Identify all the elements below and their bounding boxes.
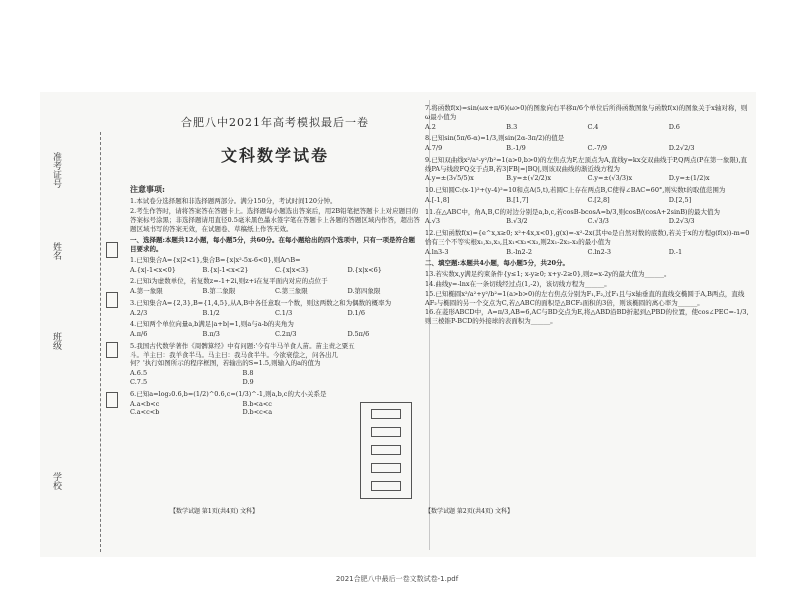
option: D.1/6 (347, 308, 366, 317)
option: B.3 (506, 122, 518, 131)
question-options (130, 369, 355, 387)
seal-mark (106, 242, 118, 258)
option: C.{x|x<3} (275, 265, 310, 274)
flowchart-box (371, 481, 401, 491)
option: C.ln2-3 (587, 247, 612, 256)
binding-field: 准考证号 (51, 152, 61, 188)
option: B.第二象限 (202, 287, 236, 296)
option: C.y=±(√3/3)x (587, 174, 633, 183)
option: A.7/9 (425, 144, 443, 153)
seal-mark (106, 342, 118, 358)
option: D.-1 (668, 247, 683, 256)
option: C.[2,8] (587, 195, 610, 204)
question-stem: 11.在△ABC中，角A,B,C的对边分别是a,b,c,若cosB-bcosA=b/3,则cosB/(cosA+2sinB)的最大值为 (425, 207, 721, 216)
option: B.b<a<c (242, 399, 272, 408)
scanned-exam-sheet (40, 92, 756, 557)
seal-mark (106, 292, 118, 308)
question-options (130, 330, 420, 339)
option: B.π/3 (202, 330, 220, 339)
option: D.9 (242, 378, 254, 387)
question-options (425, 248, 750, 257)
question-stem: 3.已知集合A={2,3},B={1,4,5},从A,B中各任意取一个数，则这两数之和为偶数的概率为 (130, 298, 392, 307)
option: A.ln3-3 (425, 247, 449, 256)
question-stem: 8.已知sin(5π/6-α)=1/3,则sin(2α-3π/2)的值是 (425, 134, 565, 143)
flowchart-box (371, 409, 401, 419)
option: D.2√3/3 (668, 217, 695, 226)
fill-question: 15.已知椭圆x²/a²+y²/b²=1(a>b>0)的左右焦点分别为F₁,F₂,过F₁且与x轴垂直的直线交椭圆于A,B两点，直线AF₂与椭圆的另一个交点为C,若△ABC的面积是△BCF₂面积的3倍，则该椭圆的离心率为______。 (425, 289, 745, 307)
section-heading: 二、填空题:本题共4小题，每小题5分，共20分。 (425, 259, 569, 268)
question-options (425, 217, 750, 226)
option: D.5π/6 (347, 330, 370, 339)
question-options (130, 287, 420, 296)
section-heading: 一、选择题:本题共12小题，每小题5分，共60分。在每小题给出的四个选项中，只有一项是符合题目要求的。 (130, 236, 416, 254)
binding-field: 姓名 (51, 242, 61, 260)
binding-margin (40, 92, 126, 557)
question-options (130, 266, 420, 275)
option: A.2/3 (130, 308, 148, 317)
option: D.y=±(1/2)x (668, 174, 710, 183)
option: A.π/6 (130, 330, 148, 339)
flowchart-figure (360, 402, 412, 499)
option: A.第一象限 (130, 287, 163, 296)
question-stem: 2.已知i为虚数单位，若复数z=-1+2i,则z+i在复平面内对应的点位于 (130, 277, 328, 286)
option: C.7.5 (130, 378, 148, 387)
option: A.a<b<c (130, 399, 160, 408)
right-page (425, 104, 750, 327)
seal-mark (106, 392, 118, 408)
flowchart-box (371, 463, 401, 473)
question-stem: 9.已知双曲线x²/a²-y²/b²=1(a>0,b>0)的左焦点为F,左顶点为A,直线y=kx交双曲线于P,Q两点(P在第一象限),直线PA与线段FQ交于点B,若3|FB|=|BQ|,则该双曲线的渐近线方程为 (425, 155, 748, 173)
seal-line (100, 132, 101, 552)
option: A.[-1,8] (425, 195, 450, 204)
option: D.6 (668, 122, 680, 131)
question-stem: 10.已知圆C:(x-1)²+(y-4)²=10和点A(5,t),若圆C上存在两点B,C使得∠BAC=60°,则实数t的取值范围为 (425, 186, 726, 195)
option: D.{x|x<6} (347, 265, 382, 274)
fill-question: 13.若实数x,y满足约束条件{y≤1; x-y≥0; x+y-2≥0},则z=x-2y的最大值为______。 (425, 270, 671, 279)
option: C.2π/3 (275, 330, 297, 339)
option: C.√3/3 (587, 217, 609, 226)
fill-question: 14.曲线y=-lnx在一条切线经过点(1,-2)，该切线方程为______。 (425, 280, 611, 289)
option: A.2 (425, 122, 436, 131)
option: D.[2,5] (668, 195, 692, 204)
question-options (130, 400, 355, 418)
option: B.8 (242, 369, 254, 378)
option: C.4 (587, 122, 599, 131)
left-page-footer: 【数学试题 第1页(共4页) 文科】 (170, 508, 259, 515)
question-stem: 4.已知两个单位向量a,b满足|a+b|=1,则a与a-b的夹角为 (130, 320, 294, 329)
option: C.-7/9 (587, 144, 607, 153)
fill-question: 16.在菱形ABCD中，A=π/3,AB=6,AC与BD交点为E,将△ABD沿BD折起到△PBD的位置，使cos∠PEC=-1/3,则三棱锥P-BCD的外接球的表面积为______。 (425, 308, 749, 326)
option: B.√3/2 (506, 217, 528, 226)
left-page (130, 112, 420, 420)
binding-field: 学校 (51, 472, 61, 490)
option: C.第三象限 (275, 287, 308, 296)
question-stem: 5.我国古代数学著作《周髀算经》中有问题:'今有牛马羊食人苗。苗主责之粟五斗。羊主曰：我羊食半马。马主曰：我马食半牛。今欲衰偿之，问各出几何？'执行如图所示的程序框图，若输出的S=1.5,则输入的a的值为 (130, 341, 355, 368)
option: A.√3 (425, 217, 441, 226)
question-stem: 12.已知函数f(x)={e^x,x≥0; x²+4x,x<0},g(x)=-x²-2x(其中e是自然对数的底数),若关于x的方程g(f(x))-m=0恰有三个不等实根x₁,x₂,x₃,且x₁<x₂<x₃,则2x₁-2x₂-x₃的最小值为 (425, 229, 750, 246)
option: B.y=±(√2/2)x (506, 174, 551, 183)
question-options (130, 309, 420, 318)
option: A.6.5 (130, 369, 148, 378)
notice-item: 1.本试卷分选择题和非选择题两部分。满分150分，考试时间120分钟。 (130, 197, 337, 206)
option: C.a<c<b (130, 408, 160, 417)
option: A.y=±(3√5/5)x (425, 174, 474, 183)
option: A.{x|-1<x<0} (130, 265, 176, 274)
question-stem: 7.将函数f(x)=sin(ωx+π/6)(ω>0)的图象向右平移π/6个单位后所得函数图象与函数f(x)的图象关于x轴对称，则ω最小值为 (425, 104, 748, 121)
option: D.第四象限 (347, 287, 381, 296)
right-page-footer: 【数学试题 第2页(共4页) 文科】 (425, 508, 514, 515)
question-stem: 1.已知集合A={x|2<1},集合B={x|x²-5x-6<0},则A∩B= (130, 255, 301, 264)
question-options (425, 123, 750, 132)
binding-field: 班级 (51, 332, 61, 350)
question-options (425, 174, 750, 183)
flowchart-box (371, 445, 401, 455)
question-stem: 6.已知a=log₂0.6,b=(1/2)^0.6,c=(1/3)^-1,则a,b,c的大小关系是 (130, 389, 327, 398)
notice-heading: 注意事项: (130, 184, 165, 195)
option: B.{x|-1<x<2} (202, 265, 249, 274)
paper-title: 文科数学试卷 (220, 145, 329, 165)
option: B.-ln2-2 (506, 247, 533, 256)
question-options (425, 196, 750, 205)
flowchart-box (371, 427, 401, 437)
file-caption: 2021合肥八中最后一卷文数试卷-1.pdf (335, 575, 459, 583)
option: B.[1,7] (506, 195, 529, 204)
option: B.-1/9 (506, 144, 526, 153)
notice-block (130, 184, 420, 233)
option: B.1/2 (202, 308, 220, 317)
option: D.b<c<a (242, 408, 273, 417)
school-heading: 合肥八中2021年高考模拟最后一卷 (181, 116, 369, 129)
option: D.2√2/3 (668, 144, 695, 153)
notice-item: 2.考生作答时，请将答案答在答题卡上。选择题每小题选出答案后，用2B铅笔把答题卡上对应题目的答案标号涂黑；非选择题请用直径0.5毫米黑色墨水签字笔在答题卡上各题的答题区域内作答，超出答题区域书写的答案无效，在试题卷、草稿纸上作答无效。 (130, 207, 420, 233)
option: C.1/3 (275, 308, 293, 317)
question-options (425, 144, 750, 153)
